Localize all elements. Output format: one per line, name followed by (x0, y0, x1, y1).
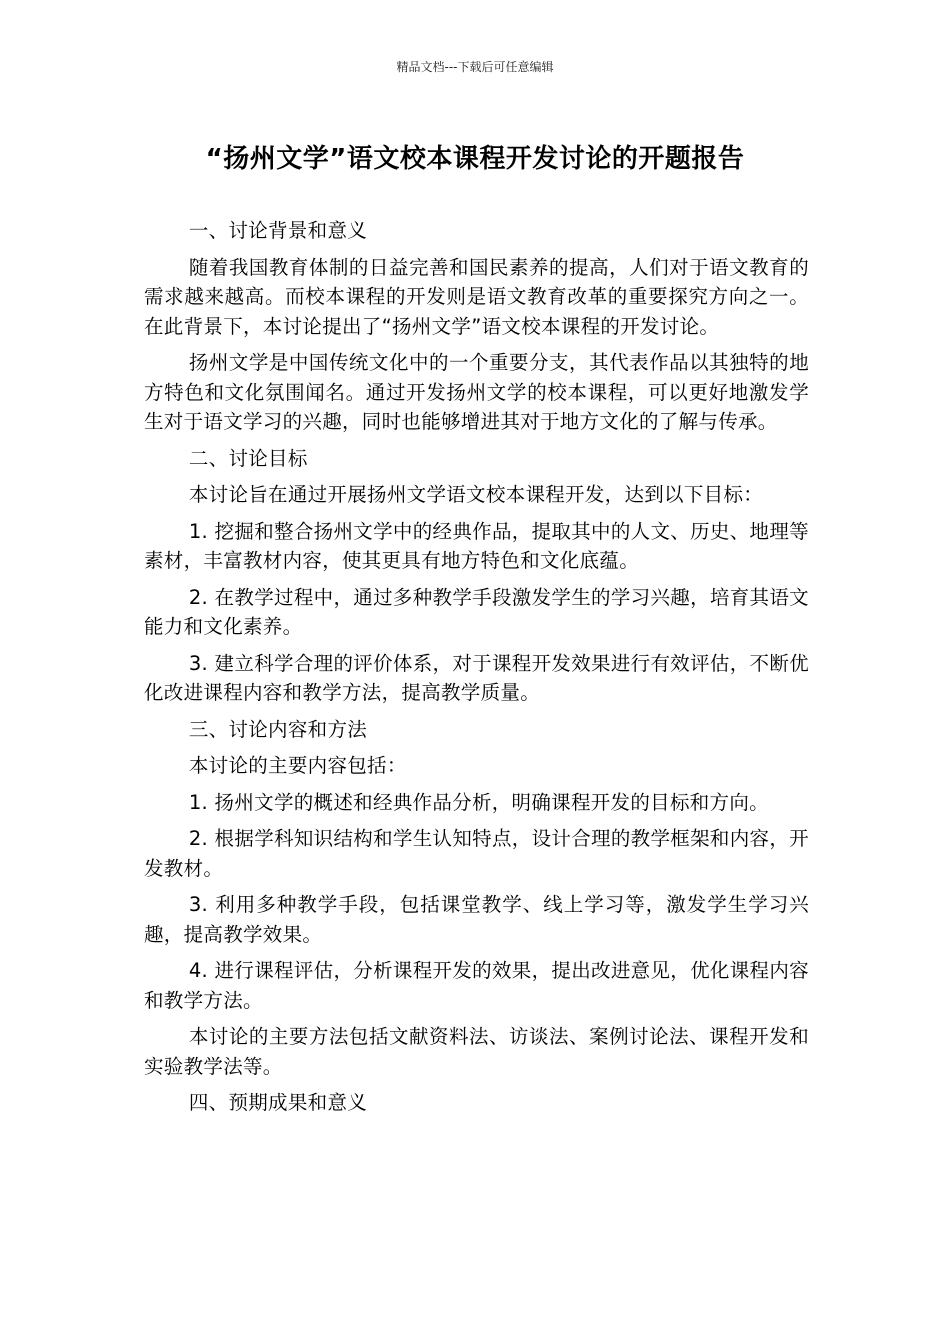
paragraph: 本讨论旨在通过开展扬州文学语文校本课程开发，达到以下目标： (188, 483, 764, 506)
section-heading-outcomes: 四、预期成果和意义 (188, 1091, 368, 1114)
paragraph: 扬州文学是中国传统文化中的一个重要分支，其代表作品以其独特的地方特色和文化氛围闻名。通过开发扬州文学的校本课程，可以更好地激发学生对于语文学习的兴趣，同时也能够增进其对于地方文化的了解与传承。 (144, 351, 809, 433)
document-title: “扬州文学”语文校本课程开发讨论的开题报告 (205, 144, 745, 174)
paragraph: 本讨论的主要方法包括文献资料法、访谈法、案例讨论法、课程开发和实验教学法等。 (144, 1025, 809, 1078)
section-heading-goals: 二、讨论目标 (188, 446, 308, 470)
paragraph: 随着我国教育体制的日益完善和国民素养的提高，人们对于语文教育的需求越来越高。而校本课程的开发则是语文教育改革的重要探究方向之一。在此背景下，本讨论提出了“扬州文学”语文校本课程的开发讨论。 (144, 255, 809, 338)
document-body (144, 216, 809, 1125)
list-item: 3. 利用多种教学手段，包括课堂教学、线上学习等，激发学生学习兴趣，提高教学效果。 (144, 893, 809, 946)
list-item: 2. 在教学过程中，通过多种教学手段激发学生的学习兴趣，培育其语文能力和文化素养。 (144, 585, 809, 638)
list-item: 1. 扬州文学的概述和经典作品分析，明确课程开发的目标和方向。 (188, 790, 769, 814)
list-item: 4. 进行课程评估，分析课程开发的效果，提出改进意见，优化课程内容和教学方法。 (144, 959, 809, 1012)
header-note: 精品文档---下载后可任意编辑 (396, 60, 554, 74)
list-item: 2. 根据学科知识结构和学生认知特点，设计合理的教学框架和内容，开发教材。 (144, 827, 809, 880)
section-heading-content-methods: 三、讨论内容和方法 (188, 717, 368, 741)
paragraph: 本讨论的主要内容包括： (188, 754, 407, 777)
list-item: 3. 建立科学合理的评价体系，对于课程开发效果进行有效评估，不断优化改进课程内容和教学方法，提高教学质量。 (144, 651, 809, 704)
list-item: 1. 挖掘和整合扬州文学中的经典作品，提取其中的人文、历史、地理等素材，丰富教材内容，使其更具有地方特色和文化底蕴。 (144, 519, 809, 572)
section-heading-background: 一、讨论背景和意义 (188, 219, 368, 242)
